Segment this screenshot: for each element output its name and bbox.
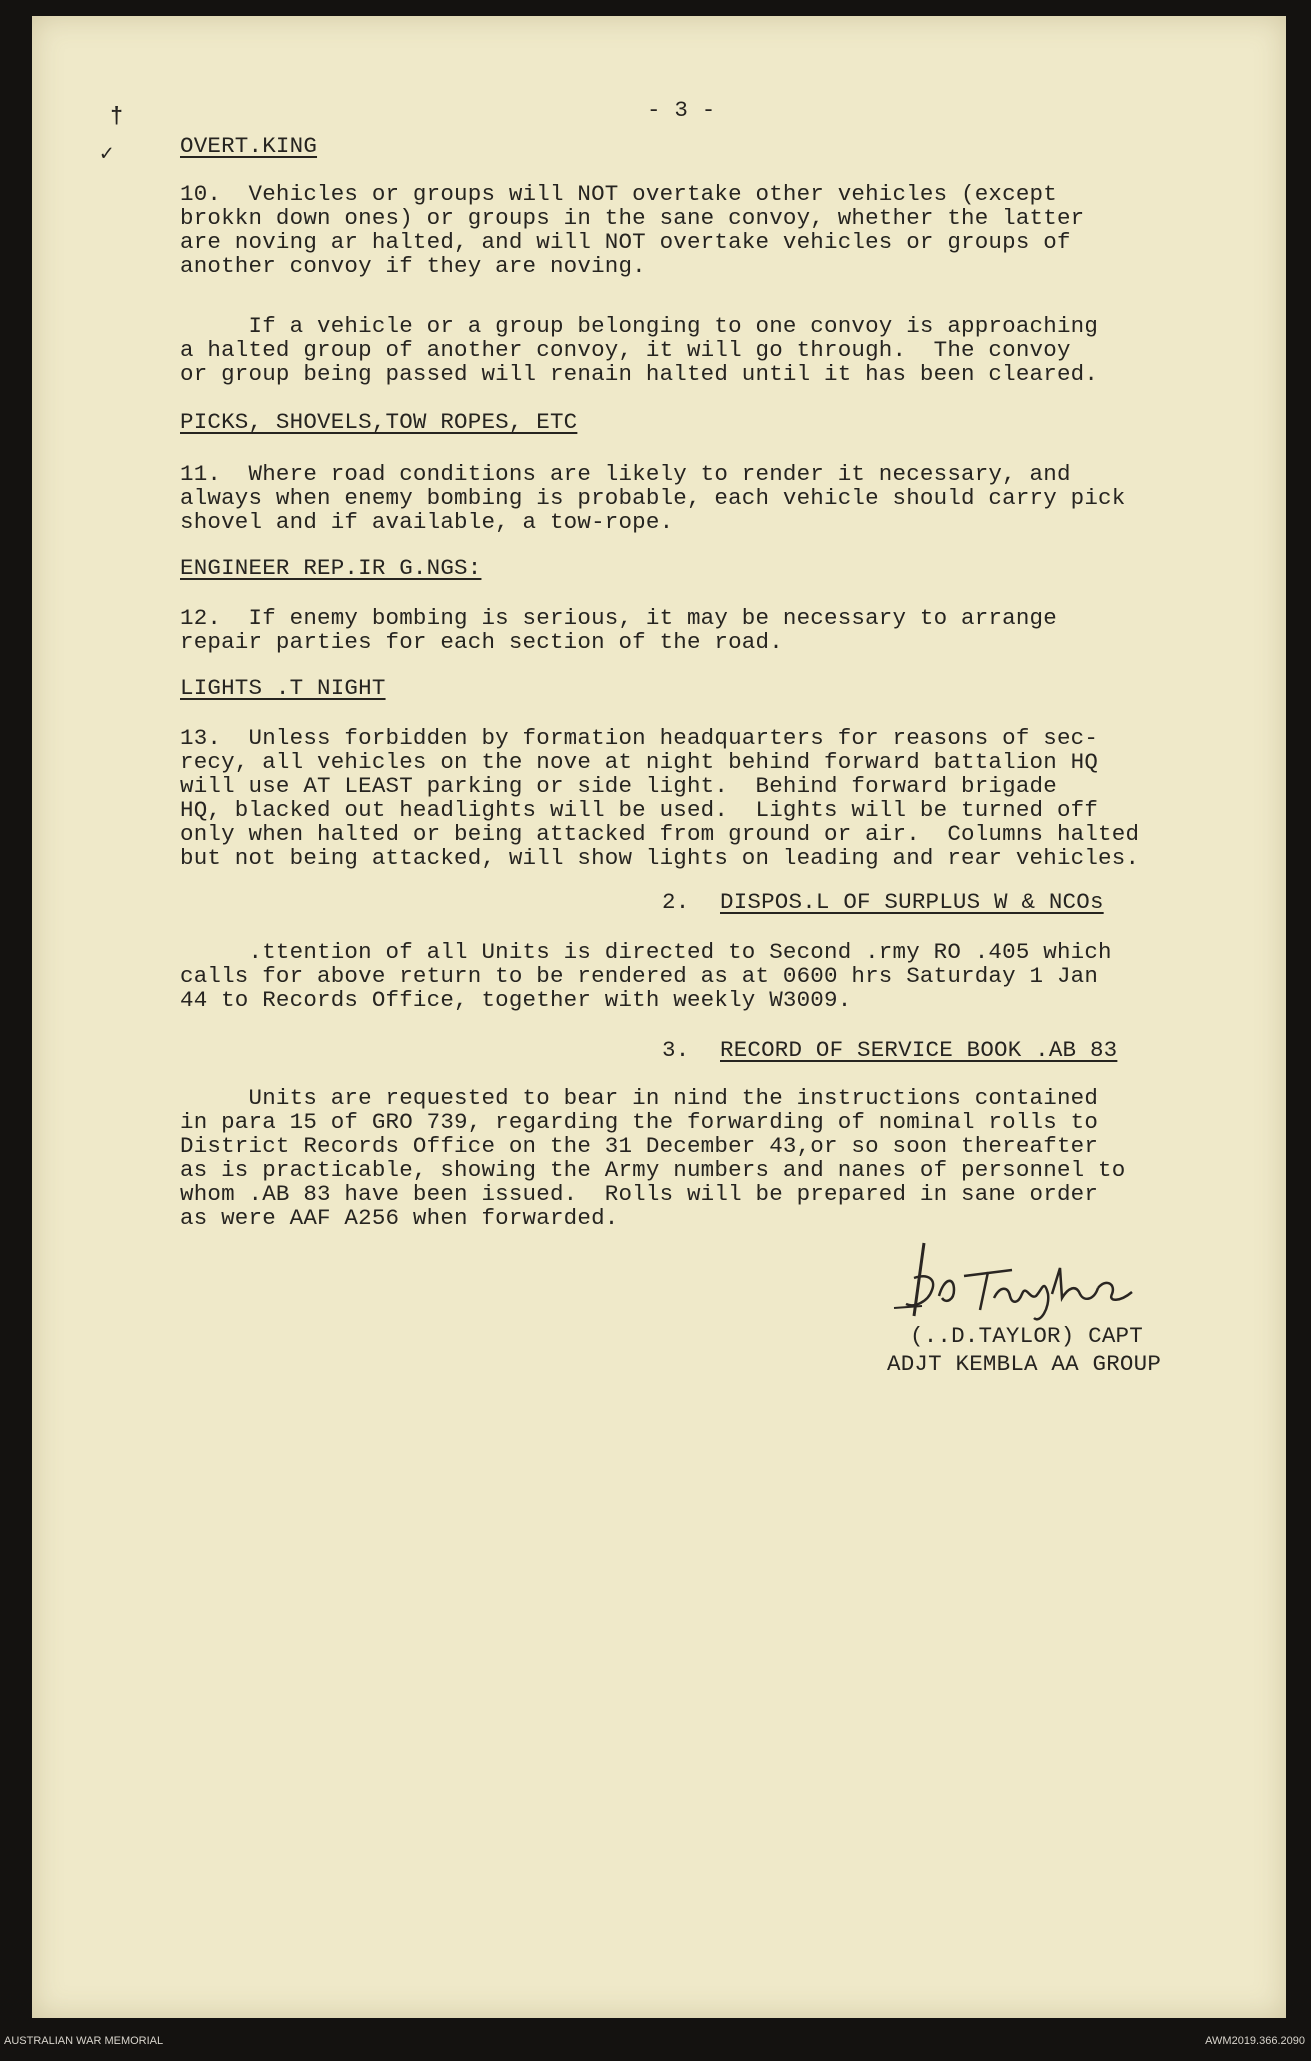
- text-line: District Records Office on the 31 December 43,or so soon thereafter: [180, 1133, 1099, 1159]
- text-line: a halted group of another convoy, it will go through. The convoy: [180, 337, 1071, 363]
- text-line: If a vehicle or a group belonging to one convoy is approaching: [180, 313, 1099, 339]
- handwritten-signature: [884, 1238, 1144, 1328]
- text-line: are noving ar halted, and will NOT overtake vehicles or groups of: [180, 229, 1071, 255]
- signatory-title: ADJT KEMBLA AA GROUP: [887, 1351, 1162, 1377]
- item-number: 3.: [662, 1037, 690, 1063]
- text-line: 12. If enemy bombing is serious, it may be necessary to arrange: [180, 605, 1057, 631]
- text-line: 44 to Records Office, together with weekly W3009.: [180, 987, 852, 1013]
- signatory-name: (..D.TAYLOR) CAPT: [910, 1323, 1143, 1349]
- text-line: or group being passed will renain halted until it has been cleared.: [180, 361, 1099, 387]
- text-line: Units are requested to bear in nind the instructions contained: [180, 1085, 1099, 1111]
- text-line: 13. Unless forbidden by formation headquarters for reasons of sec-: [180, 725, 1099, 751]
- item-heading: RECORD OF SERVICE BOOK .AB 83: [720, 1037, 1118, 1063]
- text-line: HQ, blacked out headlights will be used. Lights will be turned off: [180, 797, 1099, 823]
- text-line: as were AAF A256 when forwarded.: [180, 1205, 619, 1231]
- text-line: .ttention of all Units is directed to Second .rmy RO .405 which: [180, 939, 1112, 965]
- page-number: - 3 -: [647, 97, 716, 123]
- text-line: in para 15 of GRO 739, regarding the forwarding of nominal rolls to: [180, 1109, 1099, 1135]
- item-number: 2.: [662, 889, 690, 915]
- text-line: always when enemy bombing is probable, each vehicle should carry pick: [180, 485, 1126, 511]
- text-line: as is practicable, showing the Army numbers and nanes of personnel to: [180, 1157, 1126, 1183]
- text-line: recy, all vehicles on the nove at night behind forward battalion HQ: [180, 749, 1099, 775]
- text-line: brokkn down ones) or groups in the sane convoy, whether the latter: [180, 205, 1085, 231]
- section-heading: ENGINEER REP.IR G.NGS:: [180, 555, 482, 581]
- section-heading: LIGHTS .T NIGHT: [180, 675, 386, 701]
- text-line: but not being attacked, will show lights on leading and rear vehicles.: [180, 845, 1140, 871]
- section-heading: OVERT.KING: [180, 133, 318, 159]
- margin-mark: ✓: [100, 142, 114, 167]
- footer-reference: AWM2019.366.2090: [1205, 2035, 1305, 2047]
- text-line: shovel and if available, a tow-rope.: [180, 509, 674, 535]
- text-line: calls for above return to be rendered as at 0600 hrs Saturday 1 Jan: [180, 963, 1099, 989]
- text-line: repair parties for each section of the road.: [180, 629, 783, 655]
- item-heading: DISPOS.L OF SURPLUS W & NCOs: [720, 889, 1104, 915]
- text-line: 11. Where road conditions are likely to render it necessary, and: [180, 461, 1071, 487]
- text-line: will use AT LEAST parking or side light. Behind forward brigade: [180, 773, 1057, 799]
- text-line: only when halted or being attacked from ground or air. Columns halted: [180, 821, 1140, 847]
- document-page: [32, 16, 1286, 2018]
- margin-mark: †: [110, 104, 124, 129]
- text-line: another convoy if they are noving.: [180, 253, 646, 279]
- section-heading: PICKS, SHOVELS,TOW ROPES, ETC: [180, 409, 578, 435]
- text-line: 10. Vehicles or groups will NOT overtake other vehicles (except: [180, 181, 1057, 207]
- text-line: whom .AB 83 have been issued. Rolls will be prepared in sane order: [180, 1181, 1099, 1207]
- footer-archive: AUSTRALIAN WAR MEMORIAL: [4, 2035, 164, 2047]
